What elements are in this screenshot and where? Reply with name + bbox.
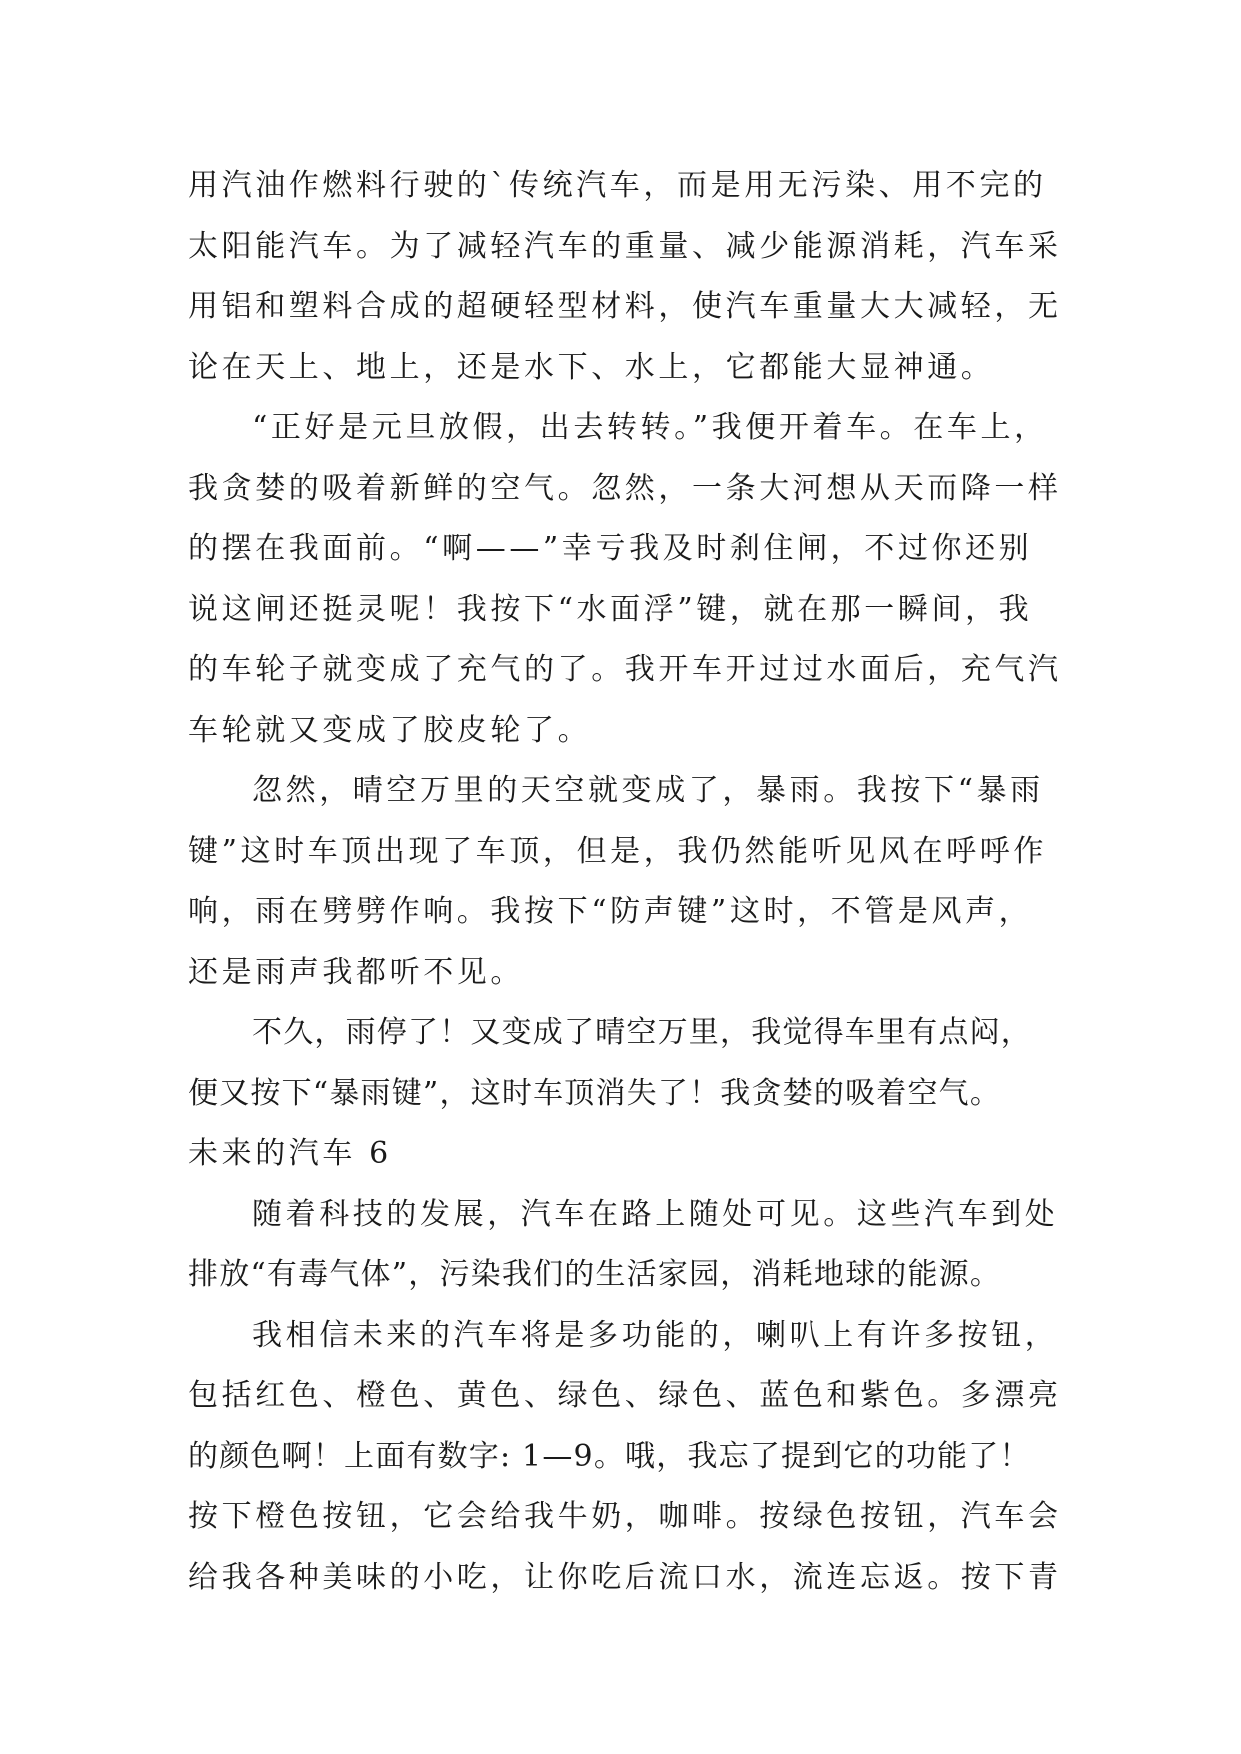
text-line: 忽然，晴空万里的天空就变成了，暴雨。我按下“暴雨 bbox=[252, 773, 1044, 808]
document-text-body bbox=[188, 156, 1068, 1608]
text-line: 的摆在我面前。“啊——”幸亏我及时刹住闸，不过你还别 bbox=[188, 531, 1033, 566]
text-line: 的颜色啊！上面有数字: 1—9。哦，我忘了提到它的功能了！ bbox=[188, 1438, 1031, 1474]
text-line: 用铝和塑料合成的超硬轻型材料，使汽车重量大大减轻，无 bbox=[188, 289, 1062, 324]
text-line: 还是雨声我都听不见。 bbox=[188, 954, 524, 990]
text-line: 响，雨在劈劈作响。我按下“防声键”这时，不管是风声， bbox=[188, 894, 1033, 929]
text-line: 车轮就又变成了胶皮轮了。 bbox=[188, 712, 592, 748]
text-line: 按下橙色按钮，它会给我牛奶，咖啡。按绿色按钮，汽车会 bbox=[188, 1499, 1062, 1534]
text-line: 的车轮子就变成了充气的了。我开车开过过水面后，充气汽 bbox=[188, 652, 1062, 687]
text-line: 我贪婪的吸着新鲜的空气。忽然，一条大河想从天而降一样 bbox=[188, 470, 1062, 506]
text-line: “正好是元旦放假，出去转转。”我便开着车。在车上， bbox=[252, 410, 1048, 445]
text-line: 我相信未来的汽车将是多功能的，喇叭上有许多按钮， bbox=[252, 1317, 1059, 1353]
text-line: 随着科技的发展，汽车在路上随处可见。这些汽车到处 bbox=[252, 1196, 1059, 1232]
text-line: 包括红色、橙色、黄色、绿色、绿色、蓝色和紫色。多漂亮 bbox=[188, 1378, 1062, 1413]
text-line: 太阳能汽车。为了减轻汽车的重量、减少能源消耗，汽车采 bbox=[188, 228, 1062, 264]
text-line: 不久，雨停了！又变成了晴空万里，我觉得车里有点闷， bbox=[252, 1015, 1032, 1050]
text-line: 便又按下“暴雨键”，这时车顶消失了！我贪婪的吸着空气。 bbox=[188, 1075, 1002, 1111]
text-line: 说这闸还挺灵呢！我按下“水面浮”键，就在那一瞬间，我 bbox=[188, 591, 1033, 627]
section-heading: 未来的汽车 6 bbox=[188, 1136, 392, 1171]
text-line: 用汽油作燃料行驶的`传统汽车，而是用无污染、用不完的 bbox=[188, 168, 1047, 203]
text-line: 论在天上、地上，还是水下、水上，它都能大显神通。 bbox=[188, 349, 995, 385]
text-line: 键”这时车顶出现了车顶，但是，我仍然能听见风在呼呼作 bbox=[188, 833, 1047, 869]
text-line: 排放“有毒气体”，污染我们的生活家园，消耗地球的能源。 bbox=[188, 1257, 1002, 1292]
text-line: 给我各种美味的小吃，让你吃后流口水，流连忘返。按下青 bbox=[188, 1559, 1062, 1595]
